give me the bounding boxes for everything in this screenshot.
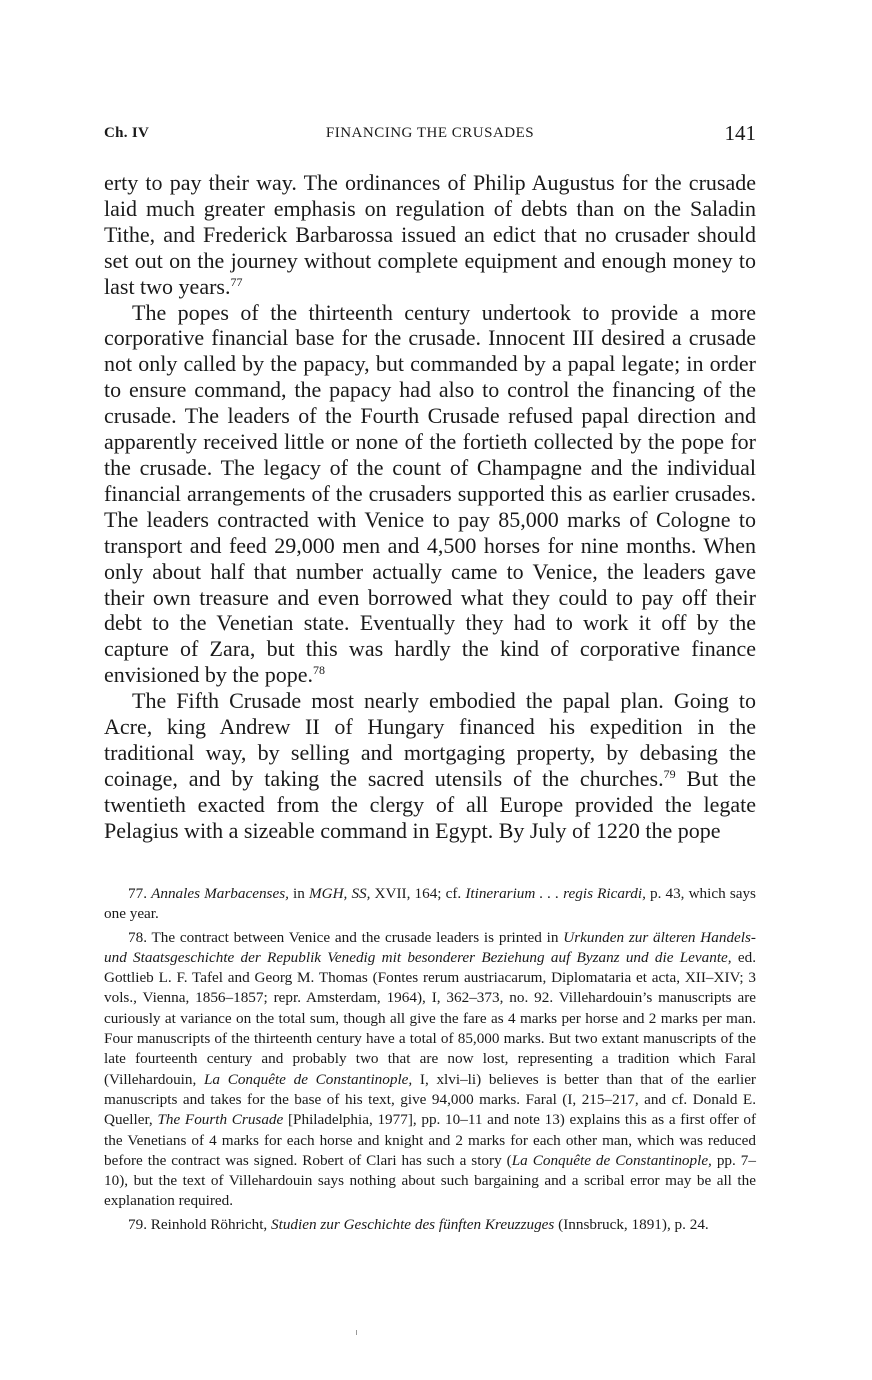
footnote-text: [Philadelphia, 1977], pp. 10–11 and note 13) explains this as a first offer of the Venetians of 4 marks for each horse and knight and 2 marks for each other man, which was reduced before the contract was signed. Robert of Clari has such a story ( (104, 1111, 757, 1169)
citation-title: MGH, SS, (308, 885, 371, 902)
footnote-text: Reinhold Röhricht, (150, 1215, 272, 1233)
footnote-number: 79. (128, 1215, 151, 1233)
footnote-text: p. 43, which says one year. (104, 885, 756, 923)
footnote-text: I, xlvi–li) believes is better than that of the earlier manuscripts and takes for the base of his text, give 94,000 marks. Faral (I, 215–217, and cf. Donald E. Queller, (104, 1070, 756, 1129)
chapter-label: Ch. IV (104, 125, 150, 141)
page-number: 141 (724, 121, 756, 145)
footnotes-section (104, 884, 756, 1238)
running-title: FINANCING THE CRUSADES (325, 125, 535, 141)
paragraph-text: The Fifth Crusade most nearly embodied the papal plan. Going to Acre, king Andrew II of Hungary financed his expedition in the traditional way, by selling and mortgaging property, by debasing the coinage, and by taking the sacred utensils of the churches. (104, 688, 756, 791)
footnote-77 (104, 884, 756, 925)
paragraph-thirteenth-century-popes (104, 300, 756, 689)
main-text (104, 170, 756, 844)
paragraph-text: But the twentieth exacted from the clergy of all Europe provided the legate Pelagius with a sizeable command in Egypt. By July of 1220 the pope (104, 765, 756, 843)
footnote-number: 77. (128, 885, 152, 902)
footnote-79 (104, 1215, 756, 1235)
footnote-text: in (288, 885, 309, 902)
paragraph-text: The popes of the thirteenth century undertook to provide a more corporative financial base for the crusade. Innocent III desired a crusade not only called by the papacy, but commanded by a papal legate; in order to ensure command, the papacy had also to control the financing of the crusade. The leaders of the Fourth Crusade refused papal direction and apparently received little or none of the fortieth collected by the pope for the crusade. The legacy of the count of Champagne and the individual financial arrangements of the crusaders supported this as earlier crusades. The leaders contracted with Venice to pay 85,000 marks of Cologne to transport and feed 29,000 men and 4,500 horses for nine months. When only about half that number actually came to Venice, the leaders gave their own treasure and even borrowed what they could to pay off their debt to the Venetian state. Eventually they had to work it off by the capture of Zara, but this was hardly the kind of corporative finance envisioned by the pope. (104, 299, 756, 688)
footnote-text: The contract between Venice and the crusade leaders is printed in (151, 928, 564, 946)
footnote-text: ed. Gottlieb L. F. Tafel and Georg M. Thomas (Fontes rerum austriacarum, Diplomataria et acta, XII–XIV; 3 vols., Vienna, 1856–1857; repr. Amsterdam, 1964), I, 362–373, no. 92. Villehardouin’s manuscripts are curiously at variance on the total sum, though all give the fare as 4 marks per horse and 2 marks per man. Four manuscripts of the thirteenth century have a total of 85,000 marks. But two extant manuscripts of the late fourteenth century and probably two that are now lost, representing a tradition which Faral (Villehardouin, (104, 948, 756, 1088)
print-mark (356, 1330, 357, 1335)
citation-title: Annales Marbacenses, (151, 885, 289, 902)
footnote-text: pp. 7–10), but the text of Villehardouin says nothing about such bargaining and a scribal error may be all the explanation required. (104, 1151, 756, 1210)
footnote-78 (104, 928, 756, 1212)
paragraph-continued (104, 170, 756, 300)
citation-title: La Conquête de Constantinople, (511, 1151, 712, 1169)
citation-title: The Fourth Crusade (157, 1111, 284, 1129)
footnote-number: 78. (128, 928, 152, 946)
citation-title: Studien zur Geschichte des fünften Kreuzzuges (271, 1215, 555, 1233)
citation-title: Itinerarium . . . regis Ricardi, (465, 885, 646, 902)
paragraph-text: erty to pay their way. The ordinances of Philip Augustus for the crusade laid much greater emphasis on regulation of debts than on the Saladin Tithe, and Frederick Barbarossa issued an edict that no crusader should set out on the journey without complete equipment and enough money to last two years. (104, 170, 756, 299)
footnote-ref-78[interactable]: 78 (312, 663, 325, 678)
footnote-ref-77[interactable]: 77 (230, 274, 243, 289)
footnote-text: XVII, 164; cf. (370, 885, 466, 902)
citation-title: Urkunden zur älteren Handels- und Staatsgeschichte der Republik Venedig mit besonderer Beziehung auf Byzanz und die Levante, (104, 928, 756, 966)
footnote-text: (Innsbruck, 1891), p. 24. (554, 1215, 709, 1233)
running-header (104, 121, 756, 147)
citation-title: La Conquête de Constantinople, (203, 1070, 413, 1088)
footnote-ref-79[interactable]: 79 (663, 766, 676, 781)
paragraph-fifth-crusade (104, 688, 756, 843)
